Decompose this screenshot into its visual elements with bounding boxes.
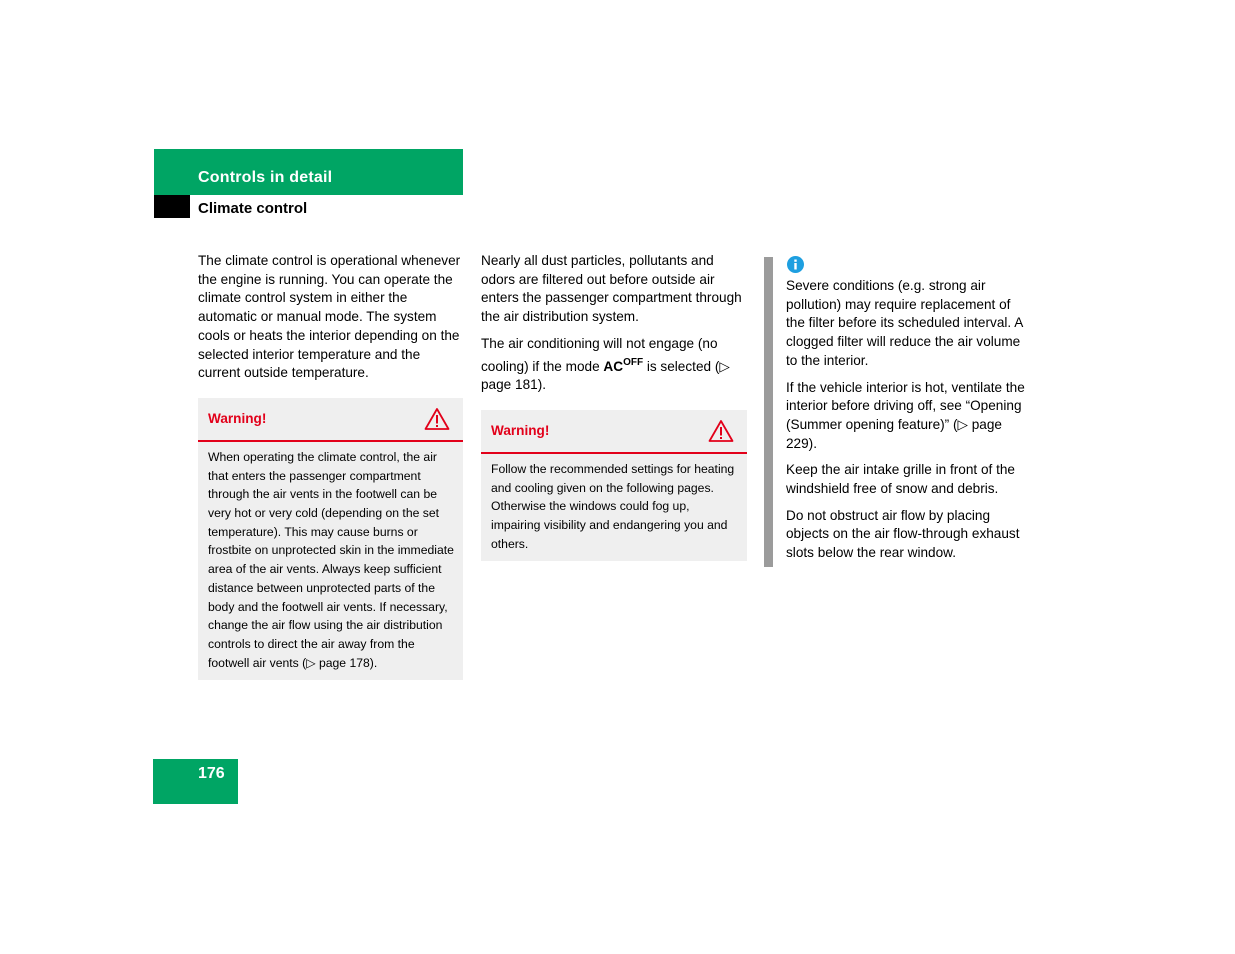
ac-off-text-after: is selected (▷ page 181). (481, 358, 730, 393)
section-header (154, 149, 463, 195)
ac-off-paragraph (481, 335, 747, 395)
filter-paragraph: Nearly all dust particles, pollutants and odors are filtered out before outside air enters the passenger compartment through the air distribution system. (481, 253, 742, 325)
info-paragraph: Severe conditions (e.g. strong air pollution) may require replacement of the filter before its scheduled interval. A clogged filter will reduce the air volume to the interior. (786, 278, 1023, 368)
info-paragraph: If the vehicle interior is hot, ventilate the interior before driving off, see “Opening (Summer opening feature)” (▷ page 229). (786, 379, 1025, 451)
column-2 (481, 252, 747, 561)
warning-text: When operating the climate control, the air that enters the passenger compartment through the air vents in the footwell can be very hot or very cold (depending on the set temperature). This may cause burns or frostbite on unprotected skin in the immediate area of the air vents. Always keep sufficient distance between unprotected parts of the body and the footwell air vents. If necessary, change the air flow using the air distribution controls to direct the air away from the footwell air vents (▷ page 178). (208, 449, 454, 670)
section-title: Controls in detail (198, 169, 333, 186)
ac-off-text-before: The air conditioning will not engage (no cooling) if the mode (481, 335, 718, 374)
info-paragraph: Do not obstruct air flow by placing objects on the air flow-through exhaust slots below the rear window. (786, 507, 1020, 561)
subsection-marker (154, 195, 190, 218)
warning-header (481, 410, 747, 454)
warning-triangle-icon (708, 419, 734, 443)
warning-box (198, 398, 463, 680)
page-number-box (153, 759, 238, 804)
ac-mode-off-label: OFF (623, 356, 644, 368)
warning-header (198, 398, 463, 442)
warning-label: Warning! (491, 422, 550, 438)
warning-triangle-icon (424, 407, 450, 431)
info-sidebar-bar (764, 257, 773, 567)
page-number: 176 (198, 765, 225, 782)
info-icon (787, 256, 804, 273)
subsection-title: Climate control (198, 200, 308, 217)
warning-label: Warning! (208, 410, 267, 426)
column-3 (786, 252, 1032, 571)
ac-mode-label: AC (603, 358, 624, 374)
info-paragraph: Keep the air intake grille in front of the windshield free of snow and debris. (786, 462, 1015, 497)
warning-text: Follow the recommended settings for heating and cooling given on the following pages. Otherwise the windows could fog up, impairing visibility and endangering you and others. (491, 461, 735, 551)
column-1 (198, 252, 463, 680)
intro-paragraph: The climate control is operational whenever the engine is running. You can operate the climate control system in either the automatic or manual mode. The system cools or heats the interior depending on the selected interior temperature and the current outside temperature. (198, 253, 461, 381)
warning-box (481, 410, 747, 562)
